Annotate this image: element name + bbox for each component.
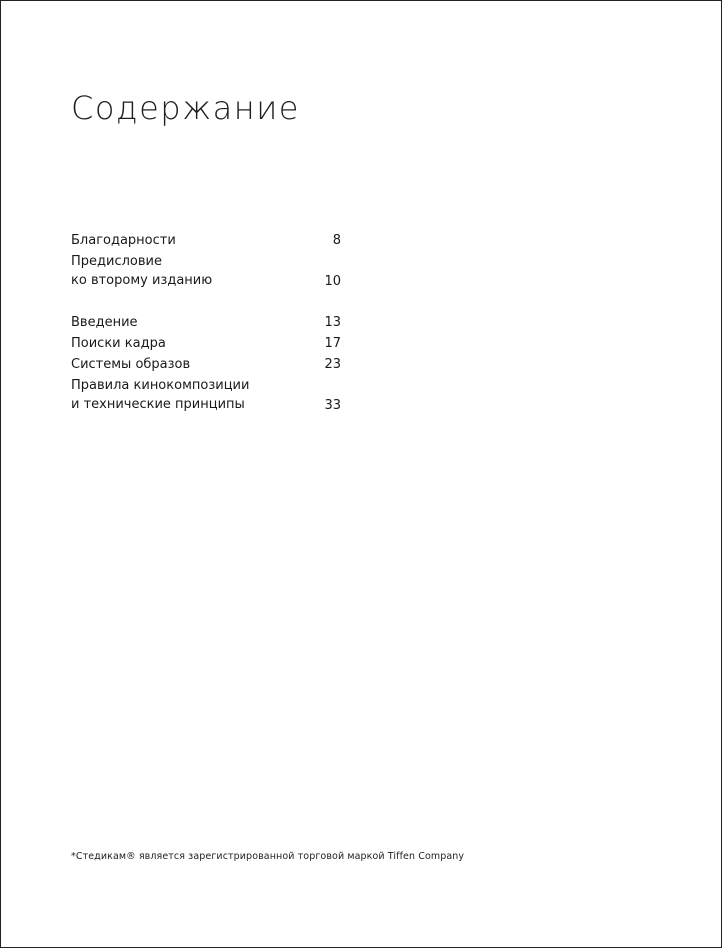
page-number: 23: [324, 357, 341, 372]
toc-left-column: [71, 231, 341, 450]
spacer: [71, 293, 341, 313]
toc-entry-label: Предисловие ко второму изданию: [71, 254, 213, 288]
toc-entry[interactable]: [71, 376, 341, 417]
spacer: [71, 417, 341, 450]
toc-entry[interactable]: [71, 252, 341, 293]
page-title: Содержание: [71, 89, 300, 127]
page-number: 17: [324, 336, 341, 351]
page-number: 33: [324, 398, 341, 413]
toc-entry-label: Введение: [71, 315, 138, 330]
page-number: 13: [324, 315, 341, 330]
page-number: 10: [324, 274, 341, 289]
footnote: *Стедикам® является зарегистрированной торговой маркой Tiffen Company: [71, 851, 465, 862]
toc-entry[interactable]: [71, 231, 341, 252]
toc-entry-label: Благодарности: [71, 233, 176, 248]
page-number: 8: [332, 233, 341, 248]
toc-entry-label: Правила кинокомпозиции и технические принципы: [71, 378, 250, 412]
toc-entry-label: Системы образов: [71, 357, 191, 372]
toc-entry[interactable]: [71, 313, 341, 334]
toc-entry-label: Поиски кадра: [71, 336, 166, 351]
toc-entry[interactable]: [71, 355, 341, 376]
toc-entry[interactable]: [71, 334, 341, 355]
